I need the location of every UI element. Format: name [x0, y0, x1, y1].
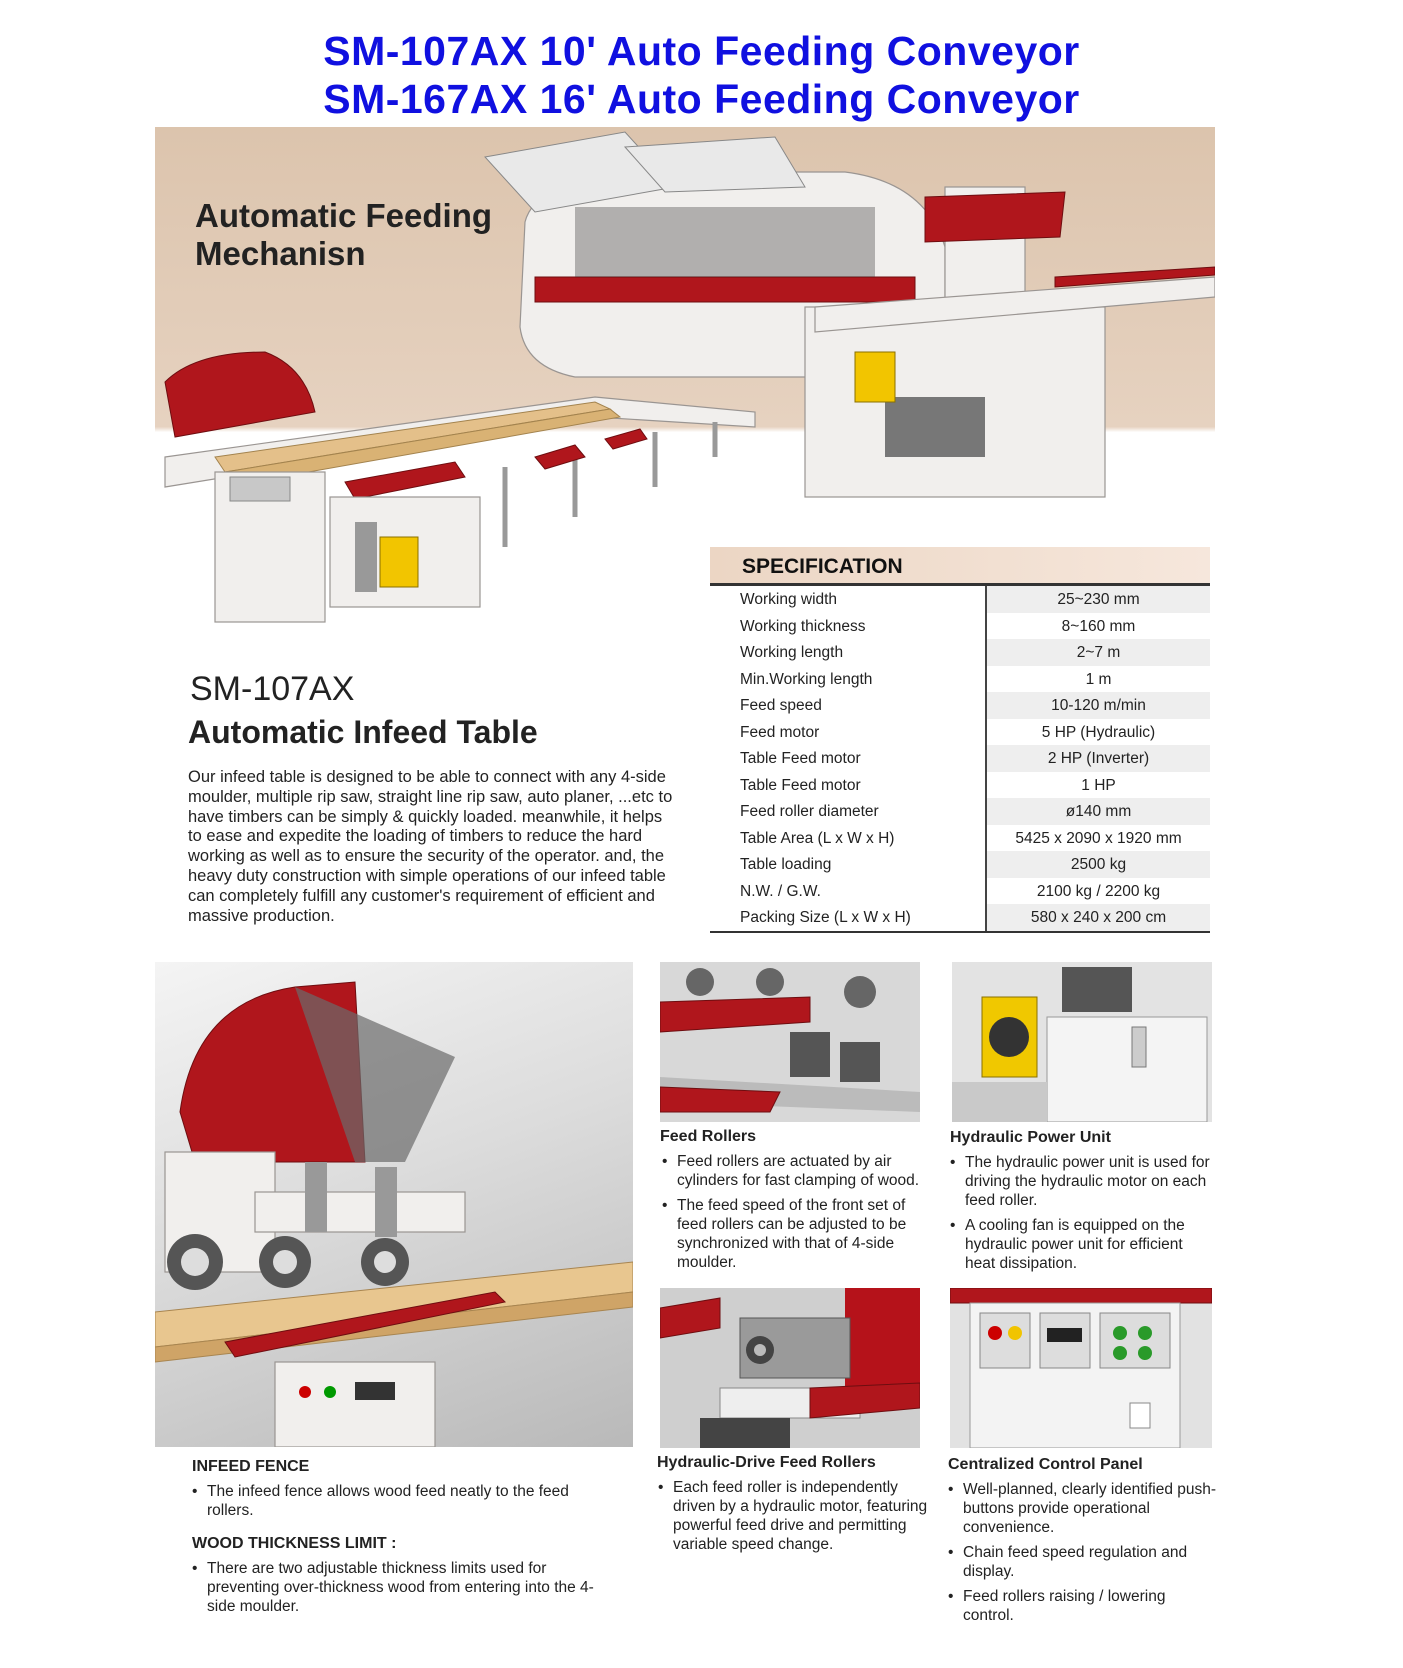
spec-label: Min.Working length: [710, 666, 987, 693]
spec-row: [710, 586, 1210, 613]
infeed-fence-photo: [155, 962, 633, 1447]
bullet-item: • A cooling fan is equipped on the hydraulic power unit for efficient heat dissipation.: [950, 1216, 1215, 1273]
bullet-item: • Feed rollers are actuated by air cylinders for fast clamping of wood.: [662, 1152, 932, 1190]
spec-label: Table Area (L x W x H): [710, 825, 987, 852]
spec-value: 2 HP (Inverter): [987, 745, 1210, 772]
specification-rows: [710, 586, 1210, 931]
spec-value: 2100 kg / 2200 kg: [1036, 882, 1161, 900]
spec-value: 2~7 m: [987, 639, 1210, 666]
spec-row: [710, 692, 1210, 719]
product-description: Our infeed table is designed to be able to connect with any 4-side moulder, multiple rip saw, straight line rip saw, auto planer, ...etc to have timbers can be simply & quickly loaded. meanwhile, it helps to ease and expedite the loading of timbers to reduce the hard working as well as to ensure the security of the operator. and, the heavy duty construction with simple operations of our infeed table can completely fulfill any customer's requirement of efficient and massive production.: [188, 768, 673, 925]
spec-row: [710, 745, 1210, 772]
spec-label: Table Feed motor: [710, 745, 987, 772]
spec-value: 580 x 240 x 200 cm: [987, 904, 1210, 931]
spec-row: [710, 719, 1210, 746]
spec-row: [710, 904, 1210, 931]
bullet-item: • Chain feed speed regulation and display.: [948, 1543, 1218, 1581]
spec-value: ø140 mm: [987, 798, 1210, 825]
infeed-fence-bullets: [192, 1482, 612, 1526]
bullet-item: • Well-planned, clearly identified push-buttons provide operational convenience.: [948, 1480, 1218, 1537]
title-line-2: SM-167AX 16' Auto Feeding Conveyor: [323, 76, 1080, 122]
control-panel-bullets: [948, 1480, 1218, 1631]
hydraulic-power-title: Hydraulic Power Unit: [950, 1129, 1111, 1146]
spec-label: Table loading: [710, 851, 987, 878]
wood-thickness-title: WOOD THICKNESS LIMIT :: [192, 1535, 397, 1552]
bullet-item: • The hydraulic power unit is used for driving the hydraulic motor on each feed roller.: [950, 1153, 1215, 1210]
bullet-item: • There are two adjustable thickness limits used for preventing over-thickness wood from entering into the 4-side moulder.: [192, 1559, 612, 1616]
control-panel-title: Centralized Control Panel: [948, 1456, 1143, 1473]
spec-value: 1 HP: [1081, 776, 1116, 794]
spec-value: 8~160 mm: [1061, 617, 1136, 635]
specification-heading: SPECIFICATION: [710, 547, 1210, 586]
spec-value: 1 m: [1085, 670, 1112, 688]
spec-label: Feed motor: [710, 719, 987, 746]
spec-row: [710, 613, 1210, 640]
spec-label: Working width: [710, 586, 987, 613]
bullet-item: • The feed speed of the front set of feed rollers can be adjusted to be synchronized with that of 4-side moulder.: [662, 1196, 932, 1272]
hydraulic-power-unit-illustration: [952, 962, 1212, 1122]
spec-label: Feed speed: [710, 692, 987, 719]
control-panel-photo: [950, 1288, 1212, 1448]
hydraulic-power-bullets: [950, 1153, 1215, 1279]
wood-thickness-bullets: [192, 1559, 612, 1622]
hero-label: Automatic Feeding Mechanisn: [195, 197, 493, 272]
spec-row: [710, 772, 1210, 799]
spec-value: 5425 x 2090 x 1920 mm: [1015, 829, 1182, 847]
specification-table: [710, 547, 1210, 933]
bullet-item: • Feed rollers raising / lowering control.: [948, 1587, 1218, 1625]
infeed-fence-title: INFEED FENCE: [192, 1458, 310, 1475]
hydraulic-drive-illustration: [660, 1288, 920, 1448]
spec-label: Working length: [710, 639, 987, 666]
spec-row: [710, 878, 1210, 905]
spec-label: Working thickness: [710, 613, 987, 640]
spec-label: N.W. / G.W.: [710, 878, 987, 905]
spec-row: [710, 851, 1210, 878]
spec-label: Feed roller diameter: [710, 798, 987, 825]
infeed-fence-illustration: [155, 962, 633, 1447]
spec-label: Packing Size (L x W x H): [710, 904, 987, 931]
feed-rollers-photo: [660, 962, 920, 1122]
hydraulic-drive-photo: [660, 1288, 920, 1448]
spec-value: 5 HP (Hydraulic): [1041, 723, 1156, 741]
feed-rollers-bullets: [662, 1152, 932, 1278]
spec-row: [710, 798, 1210, 825]
feed-rollers-illustration: [660, 962, 920, 1122]
spec-row: [710, 825, 1210, 852]
control-panel-illustration: [950, 1288, 1212, 1448]
title-line-1: SM-107AX 10' Auto Feeding Conveyor: [323, 28, 1080, 74]
hydraulic-drive-title: Hydraulic-Drive Feed Rollers: [657, 1454, 876, 1471]
spec-value: 10-120 m/min: [987, 692, 1210, 719]
hydraulic-drive-bullets: [658, 1478, 928, 1560]
feed-rollers-title: Feed Rollers: [660, 1128, 757, 1145]
hydraulic-power-unit-photo: [952, 962, 1212, 1122]
spec-value: 2500 kg: [987, 851, 1210, 878]
product-subtitle: Automatic Infeed Table: [188, 714, 538, 750]
spec-row: [710, 666, 1210, 693]
model-number: SM-107AX: [190, 670, 355, 708]
spec-label: Table Feed motor: [710, 772, 987, 799]
spec-value: 25~230 mm: [987, 586, 1210, 613]
spec-row: [710, 639, 1210, 666]
bullet-item: • Each feed roller is independently driven by a hydraulic motor, featuring powerful feed drive and permitting variable speed change.: [658, 1478, 928, 1554]
bullet-item: • The infeed fence allows wood feed neatly to the feed rollers.: [192, 1482, 612, 1520]
